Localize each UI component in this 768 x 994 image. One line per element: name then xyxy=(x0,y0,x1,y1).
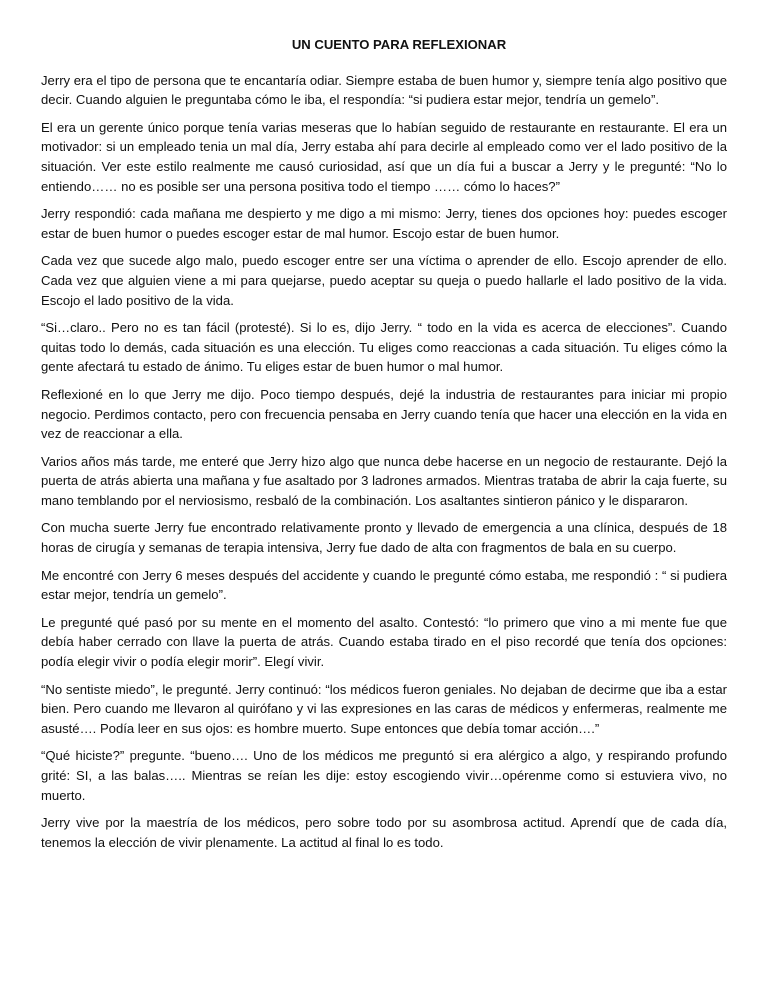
paragraph-3: Jerry respondió: cada mañana me despierto y me digo a mi mismo: Jerry, tienes dos opciones hoy: puedes escoger estar de buen humor o puedes escoger estar de mal humor. Escojo estar de buen humor. xyxy=(41,206,727,241)
paragraph-1: Jerry era el tipo de persona que te encantaría odiar. Siempre estaba de buen humor y, siempre tenía algo positivo que decir. Cuando alguien le preguntaba cómo le iba, el respondía: “si pudiera estar mejor, tendría un gemelo”. xyxy=(41,72,727,108)
paragraph-13: Jerry vive por la maestría de los médicos, pero sobre todo por su asombrosa actitud. Aprendí que de cada día, tenemos la elección de vivir plenamente. La actitud al final lo es todo. xyxy=(41,815,727,850)
paragraph-5: “Si…claro.. Pero no es tan fácil (protesté). Si lo es, dijo Jerry. “ todo en la vida es acerca de elecciones”. Cuando quitas todo lo demás, cada situación es una elección. Tu eliges como reaccionas a cada situación. Tu eliges cómo la gente afectará tu estado de ánimo. Tu eliges estar de buen humor o mal humor. xyxy=(41,320,727,375)
paragraph-6: Reflexioné en lo que Jerry me dijo. Poco tiempo después, dejé la industria de restaurantes para iniciar mi propio negocio. Perdimos contacto, pero con frecuencia pensaba en Jerry cuando tenía que hacer una elección en la vida en vez de reaccionar a ella. xyxy=(41,386,727,442)
paragraph-10: Le pregunté qué pasó por su mente en el momento del asalto. Contestó: “lo primero que vino a mi mente fue que debía haber cerrado con llave la puerta de atrás. Cuando estaba tirado en el piso recordé que tenía dos opciones: podía elegir vivir o podía elegir morir”. Elegí vivir. xyxy=(41,614,727,670)
paragraph-11: “No sentiste miedo”, le pregunté. Jerry continuó: “los médicos fueron geniales. No dejaban de decirme que iba a estar bien. Pero cuando me llevaron al quirófano y vi las expresiones en las caras de médicos y enfermeras, realmente me asusté…. Podía leer en sus ojos: es hombre muerto. Supe entonces que debía tomar acción….” xyxy=(41,681,727,736)
paragraph-8: Con mucha suerte Jerry fue encontrado relativamente pronto y llevado de emergencia a una clínica, después de 18 horas de cirugía y semanas de terapia intensiva, Jerry fue dado de alta con fragmentos de bala en su cuerpo. xyxy=(41,520,727,556)
paragraph-7: Varios años más tarde, me enteré que Jerry hizo algo que nunca debe hacerse en un negocio de restaurante. Dejó la puerta de atrás abierta una mañana y fue asaltado por 3 ladrones armados. Mientras trataba de abrir la caja fuerte, su mano temblando por el nerviosismo, resbaló de la combinación. Los asaltantes sintieron pánico y le dispararon. xyxy=(41,453,727,508)
paragraph-9: Me encontré con Jerry 6 meses después del accidente y cuando le pregunté cómo estaba, me respondió : “ si pudiera estar mejor, tendría un gemelo”. xyxy=(41,567,727,603)
paragraph-2: El era un gerente único porque tenía varias meseras que lo habían seguido de restaurante en restaurante. El era un motivador: si un empleado tenia un mal día, Jerry estaba ahí para decirle al empleado como ver el lado positivo de la situación. Ver este estilo realmente me causó curiosidad, así que un día fui a buscar a Jerry y le pregunté: “No lo entiendo…… no es posible ser una persona positiva todo el tiempo …… cómo lo haces?” xyxy=(41,119,727,194)
paragraph-12: “Qué hiciste?” pregunte. “bueno…. Uno de los médicos me preguntó si era alérgico a algo, y respirando profundo grité: SI, a las balas….. Mientras se reían les dije: estoy escogiendo vivir…opérenme como si estuviera vivo, no muerto. xyxy=(41,748,727,803)
paragraph-4: Cada vez que sucede algo malo, puedo escoger entre ser una víctima o aprender de ello. Escojo aprender de ello. Cada vez que alguien viene a mi para quejarse, puedo aceptar su queja o puedo hallarle el lado positivo de la vida. Escojo el lado positivo de la vida. xyxy=(41,253,727,308)
document-title: UN CUENTO PARA REFLEXIONAR xyxy=(291,37,507,52)
